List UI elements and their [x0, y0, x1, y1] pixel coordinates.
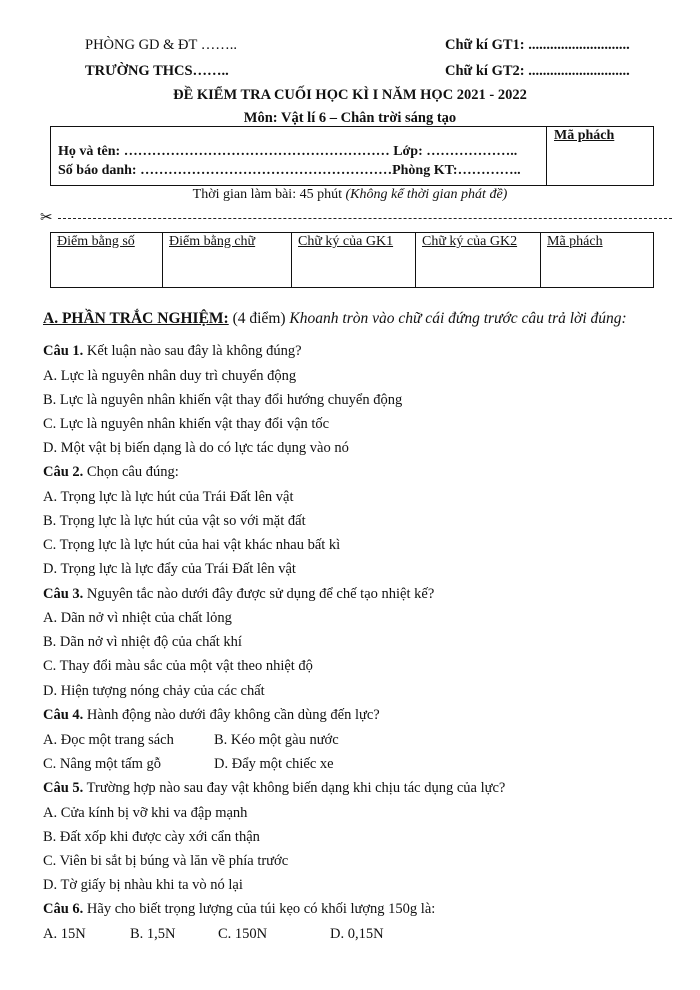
- score-cell-gk1: Chữ ký của GK1: [292, 233, 416, 287]
- box-divider: [546, 127, 547, 185]
- section-a-title: A. PHẦN TRẮC NGHIỆM:: [43, 310, 229, 327]
- time-note-main: Thời gian làm bài: 45 phút: [192, 187, 346, 202]
- supervisor-2-signature: Chữ kí GT2: ............................: [445, 63, 630, 79]
- q3-option-a: A. Dãn nở vì nhiệt của chất lỏng: [43, 610, 232, 626]
- q6-option-d: D. 0,15N: [330, 926, 384, 942]
- student-info-box: [50, 126, 654, 186]
- department-label: PHÒNG GD & ĐT ……..: [85, 37, 237, 53]
- q1-option-c: C. Lực là nguyên nhân khiến vật thay đổi vận tốc: [43, 416, 330, 432]
- question-4: Câu 4. Hành động nào dưới đây không cần dùng đến lực?: [43, 707, 380, 723]
- q5-option-a: A. Cửa kính bị vỡ khi va đập mạnh: [43, 805, 248, 821]
- q3-option-c: C. Thay đổi màu sắc của một vật theo nhiệt độ: [43, 658, 313, 674]
- time-note: [0, 187, 700, 203]
- score-cell-gk2: Chữ ký của GK2: [416, 233, 541, 287]
- q3-option-b: B. Dãn nở vì nhiệt độ của chất khí: [43, 634, 242, 650]
- section-a-instruction: Khoanh tròn vào chữ cái đứng trước câu trả lời đúng:: [289, 310, 627, 327]
- question-1: Câu 1. Kết luận nào sau đây là không đúng?: [43, 343, 302, 359]
- cut-line: [58, 218, 672, 219]
- q3-option-d: D. Hiện tượng nóng chảy của các chất: [43, 683, 265, 699]
- q2-option-c: C. Trọng lực là lực hút của hai vật khác nhau bất kì: [43, 537, 341, 553]
- section-a-heading: [43, 310, 627, 328]
- student-id-line: Số báo danh: ………………………………………………Phòng KT:…………..: [58, 163, 521, 178]
- q4-option-a: A. Đọc một trang sách: [43, 732, 174, 748]
- exam-subject: Môn: Vật lí 6 – Chân trời sáng tạo: [243, 110, 457, 126]
- exam-title: ĐỀ KIỂM TRA CUỐI HỌC KÌ I NĂM HỌC 2021 - 2022: [173, 87, 527, 103]
- q2-option-a: A. Trọng lực là lực hút của Trái Đất lên vật: [43, 489, 294, 505]
- question-5: Câu 5. Trường hợp nào sau đay vật không biến dạng khi chịu tác dụng của lực?: [43, 780, 506, 796]
- q1-option-d: D. Một vật bị biến dạng là do có lực tác dụng vào nó: [43, 440, 349, 456]
- q5-option-c: C. Viên bi sắt bị búng và lăn về phía trước: [43, 853, 289, 869]
- supervisor-1-signature: Chữ kí GT1: ............................: [445, 37, 630, 53]
- q6-option-c: C. 150N: [218, 926, 268, 942]
- q6-option-a: A. 15N: [43, 926, 86, 942]
- question-6: Câu 6. Hãy cho biết trọng lượng của túi kẹo có khối lượng 150g là:: [43, 901, 436, 917]
- question-3: Câu 3. Nguyên tắc nào dưới đây được sử dụng để chế tạo nhiệt kế?: [43, 586, 435, 602]
- q4-option-d: D. Đẩy một chiếc xe: [214, 756, 334, 772]
- question-2: Câu 2. Chọn câu đúng:: [43, 464, 179, 480]
- q6-option-b: B. 1,5N: [130, 926, 176, 942]
- q1-option-b: B. Lực là nguyên nhân khiến vật thay đổi hướng chuyển động: [43, 392, 403, 408]
- score-cell-words: Điểm bằng chữ: [163, 233, 292, 287]
- q2-option-b: B. Trọng lực là lực hút của vật so với mặt đất: [43, 513, 306, 529]
- score-cell-code: Mã phách: [547, 234, 603, 249]
- q1-option-a: A. Lực là nguyên nhân duy trì chuyển động: [43, 368, 297, 384]
- scissors-icon: ✂: [40, 210, 53, 226]
- q2-option-d: D. Trọng lực là lực đẩy của Trái Đất lên vật: [43, 561, 296, 577]
- code-label: Mã phách: [554, 128, 615, 143]
- q4-option-c: C. Nâng một tấm gỗ: [43, 756, 162, 772]
- score-cell-number: Điểm bằng số: [51, 233, 163, 287]
- student-name-line: Họ và tên: ………………………………………………… Lớp: ………………..: [58, 144, 518, 159]
- q5-option-d: D. Tờ giấy bị nhàu khi ta vò nó lại: [43, 877, 243, 893]
- q4-option-b: B. Kéo một gàu nước: [214, 732, 339, 748]
- school-label: TRƯỜNG THCS……..: [85, 63, 229, 79]
- q5-option-b: B. Đất xốp khi được cày xới cẩn thận: [43, 829, 260, 845]
- section-a-points: (4 điểm): [228, 310, 290, 327]
- score-table: [50, 232, 654, 288]
- time-note-italic: (Không kể thời gian phát đề): [345, 187, 508, 202]
